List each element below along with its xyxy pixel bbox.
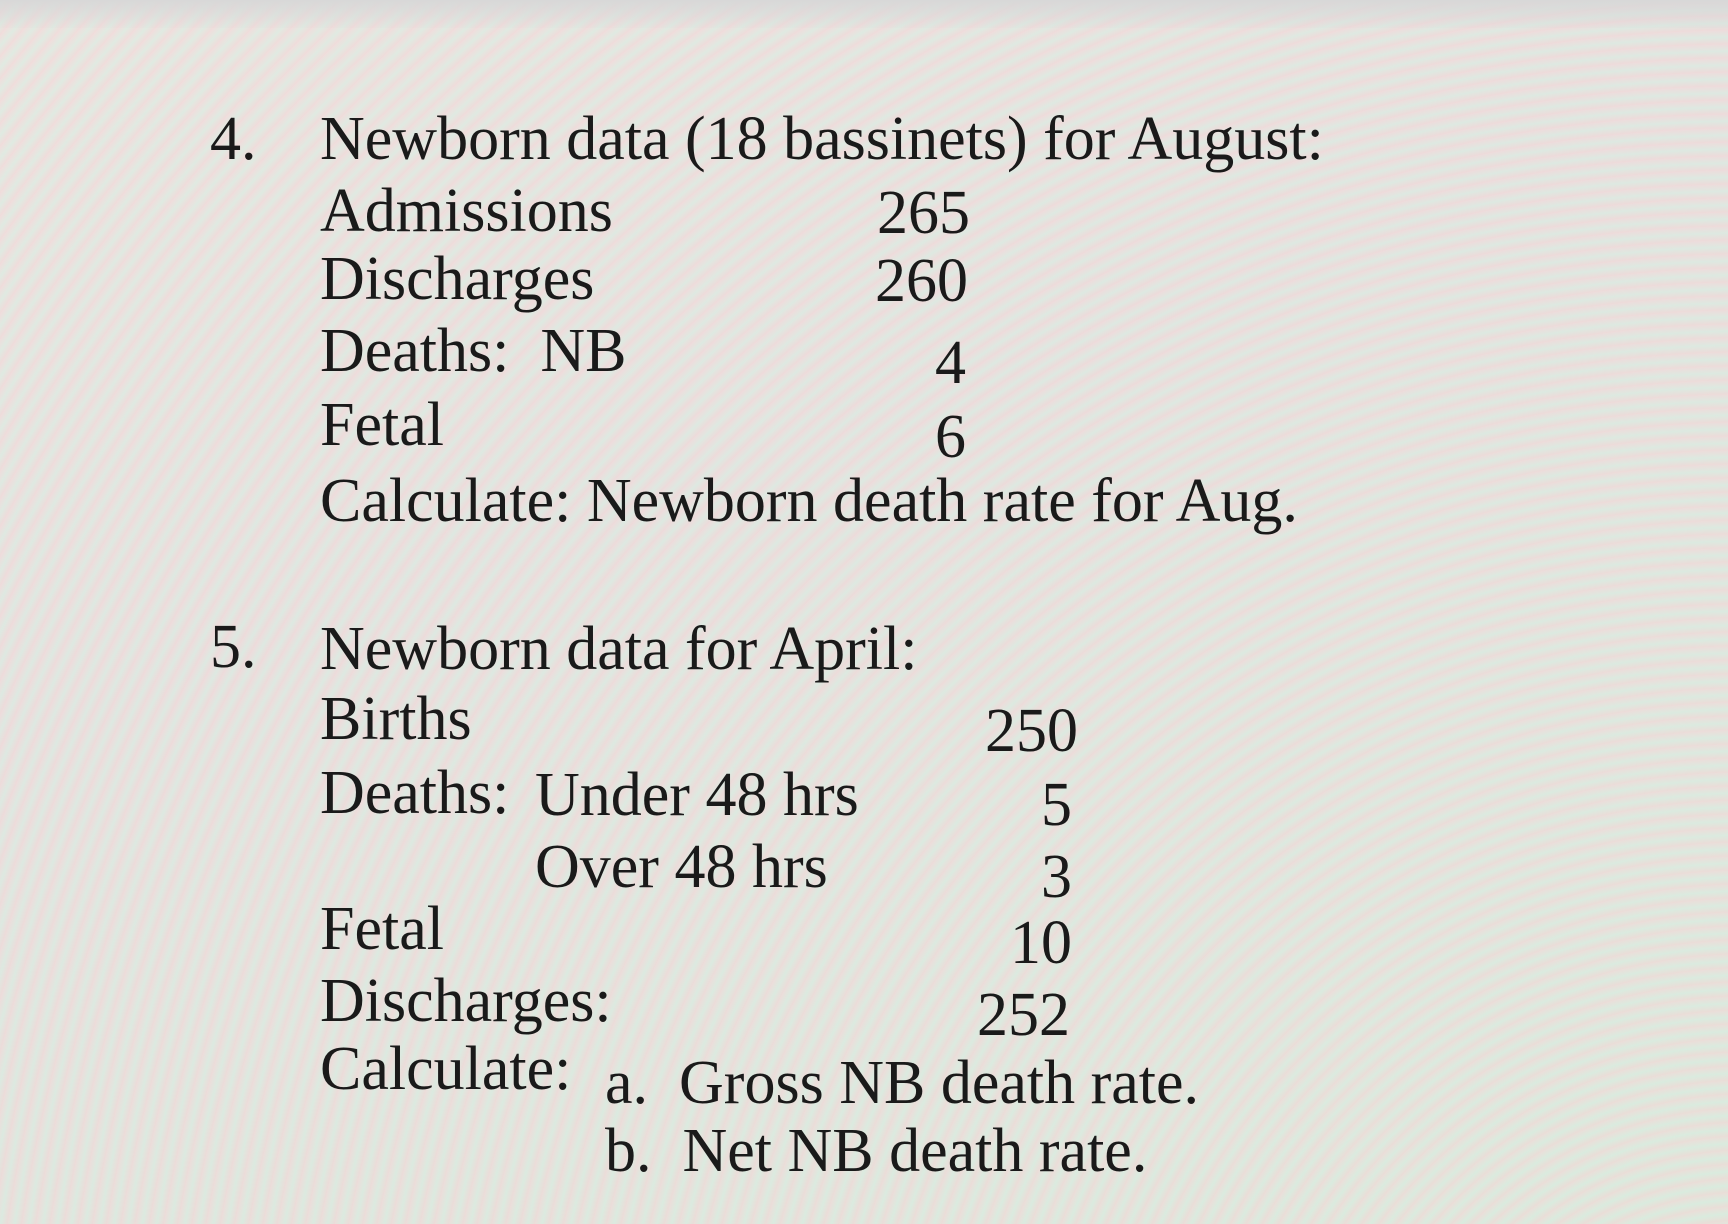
problem-5-fetal-label: Fetal [320,895,444,963]
problem-4-deaths-label: Deaths: NB [320,317,627,385]
problem-5-calculate-label: Calculate: [320,1035,572,1103]
problem-5-item-a: a. Gross NB death rate. [605,1049,1199,1117]
problem-4-fetal-value: 6 [935,403,966,471]
problem-4-deaths-value: 4 [935,329,966,397]
problem-5-deaths-label: Deaths: [320,759,510,827]
monitor-top-edge [0,0,1728,28]
problem-4-admissions-label: Admissions [320,177,613,245]
problem-5-discharges-value: 252 [977,981,1070,1049]
problem-4-discharges-value: 260 [875,247,968,315]
problem-5-births-value: 250 [985,697,1078,765]
problem-4-calculate: Calculate: Newborn death rate for Aug. [320,467,1298,535]
problem-5-number: 5. [210,613,257,681]
problem-5-over-48-label: Over 48 hrs [535,833,828,901]
problem-4-admissions-value: 265 [877,179,970,247]
problem-5-fetal-value: 10 [1010,909,1072,977]
problem-5-over-48-value: 3 [1041,843,1072,911]
problem-5-item-b: b. Net NB death rate. [605,1117,1148,1185]
problem-5-discharges-label: Discharges: [320,967,612,1035]
problem-5-births-label: Births [320,685,472,753]
problem-4-discharges-label: Discharges [320,245,595,313]
problem-5-under-48-value: 5 [1041,771,1072,839]
problem-4-number: 4. [210,105,257,173]
problem-4-fetal-label: Fetal [320,391,444,459]
problem-5-under-48-label: Under 48 hrs [535,761,859,829]
problem-5-heading: Newborn data for April: [320,615,918,683]
problem-4-heading: Newborn data (18 bassinets) for August: [320,105,1324,173]
